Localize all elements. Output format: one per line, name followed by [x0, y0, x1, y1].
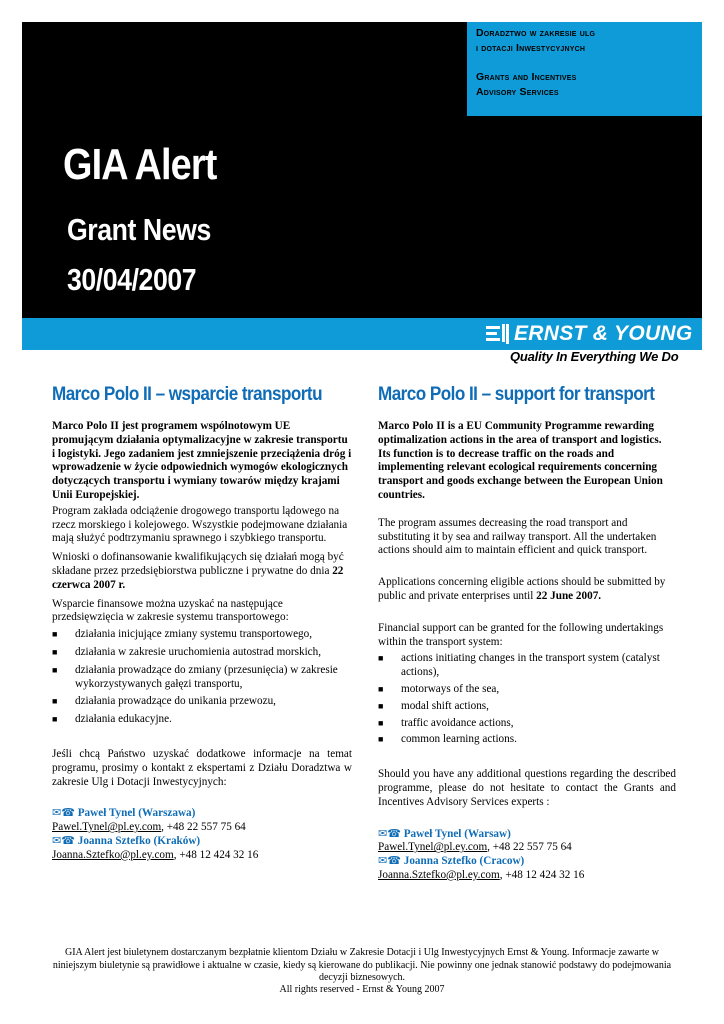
deadline-text: Applications concerning eligible actions should be submitted by public and private enterprises until — [378, 576, 666, 602]
bullet-icon: ■ — [52, 714, 58, 725]
tagline: Quality In Everything We Do — [510, 349, 679, 364]
mail-phone-icon: ✉☎ — [378, 827, 401, 840]
list-item: ■ motorways of the sea, — [378, 682, 500, 695]
issue-date: 30/04/2007 — [67, 262, 197, 297]
logo-text: ERNST & YOUNG — [514, 322, 693, 345]
mail-phone-icon: ✉☎ — [52, 807, 75, 820]
bullet-icon: ■ — [52, 664, 58, 675]
mail-phone-icon: ✉☎ — [52, 834, 75, 847]
list-item: ■ działania inicjujące zmiany systemu transportowego, — [52, 628, 313, 641]
phone-number: , +48 22 557 75 64 — [487, 841, 572, 854]
email-link[interactable]: Joanna.Sztefko@pl.ey.com — [52, 848, 174, 861]
services-line: Doradztwo w zakresie ulg — [476, 27, 596, 39]
contact-detail — [378, 869, 676, 883]
page-title: GIA Alert — [63, 140, 217, 189]
bullet-icon: ■ — [378, 683, 384, 694]
footer-rights: All rights reserved - Ernst & Young 2007 — [279, 984, 445, 995]
mail-phone-icon: ✉☎ — [378, 855, 401, 868]
deadline-paragraph — [378, 576, 676, 604]
ernst-young-logo — [486, 323, 693, 345]
paragraph: Program zakłada odciążenie drogowego transportu lądowego na rzecz morskiego i kolejowego. Wszystkie podejmowane działania mają służyć podtrzymaniu sprawnego i szybkiego transportu. — [52, 504, 348, 545]
contact-detail — [52, 821, 352, 835]
intro-paragraph: Marco Polo II is a EU Community Programme rewarding optimalization actions in the area of transport and logistics. Its function is to decrease traffic on the roads and implementing relevant ecological requirements concerning transport and goods exchange between the European Union countries. — [378, 420, 663, 501]
bullet-icon: ■ — [378, 700, 384, 711]
list-item: ■ traffic avoidance actions, — [378, 716, 514, 729]
contact-name-line — [378, 855, 676, 869]
bullet-list — [378, 652, 676, 747]
column-english — [378, 384, 676, 883]
list-item: ■ działania prowadzące do zmiany (przesunięcia) w zakresie wykorzystywanych gałęzi transportu, — [52, 663, 338, 690]
services-line: i dotacji Inwestycyjnych — [476, 42, 586, 54]
phone-number: , +48 22 557 75 64 — [161, 821, 246, 834]
paragraph: Financial support can be granted for the following undertakings within the transport system: — [378, 621, 664, 648]
intro-paragraph: Marco Polo II jest programem wspólnotowym UE promującym działania optymalizacyjne w zakresie transportu i logistyki. Jego zadaniem jest zmniejszenie przeciążenia dróg i wprowadzenie w życie odpowiednich wymogów ekologicznych dotyczących transportu i wymiany towarów między krajami Unii Europejskiej. — [52, 420, 352, 501]
paragraph: The program assumes decreasing the road transport and substituting it by sea and railway transport. All the undertaken actions should aim to maintain efficient and quick transport. — [378, 516, 657, 557]
list-item: ■ działania edukacyjne. — [52, 713, 172, 726]
contact-name-line — [52, 807, 352, 821]
paragraph: Wsparcie finansowe można uzyskać na następujące przedsięwzięcia w zakresie systemu transportowego: — [52, 597, 289, 624]
contact-name-line — [52, 835, 352, 849]
contact-intro: Should you have any additional questions regarding the described programme, please do not hesitate to contact the Grants and Incentives Advisory Services experts : — [378, 768, 676, 808]
bullet-list — [52, 628, 352, 727]
ey-logo-icon — [486, 324, 510, 344]
contact-name: Joanna Sztefko (Cracow) — [403, 855, 525, 868]
list-item: ■ common learning actions. — [378, 733, 517, 746]
contact-name-line — [378, 828, 676, 842]
phone-number: , +48 12 424 32 16 — [173, 848, 259, 861]
deadline-date: 22 June 2007. — [536, 589, 602, 602]
bullet-icon: ■ — [52, 646, 58, 657]
bullet-icon: ■ — [378, 734, 384, 745]
bullet-icon: ■ — [378, 653, 384, 664]
page-subtitle: Grant News — [67, 212, 211, 247]
contact-name: Paweł Tynel (Warszawa) — [77, 807, 196, 820]
email-link[interactable]: Pawel.Tynel@pl.ey.com — [378, 841, 488, 854]
section-heading: Marco Polo II – support for transport — [378, 384, 655, 405]
list-item: ■ modal shift actions, — [378, 699, 489, 712]
deadline-paragraph — [52, 551, 352, 592]
phone-number: , +48 12 424 32 16 — [499, 868, 585, 881]
email-link[interactable]: Pawel.Tynel@pl.ey.com — [52, 821, 162, 834]
services-polish — [476, 26, 595, 56]
services-line: Grants and Incentives — [476, 71, 577, 83]
list-item: ■ działania prowadzące do unikania przewozu, — [52, 695, 276, 708]
contact-detail — [52, 849, 352, 863]
footer-disclaimer: GIA Alert jest biuletynem dostarczanym bezpłatnie klientom Działu w Zakresie Dotacji i Ulg Inwestycyjnych Ernst & Young. Informacje zawarte w niniejszym biuletynie są prawidłowe i aktualne w czasie, kiedy są kierowane do publikacji. Nie powinny one jednak stanowić podstawy do podejmowania decyzji biznesowych. — [52, 947, 672, 983]
contact-detail — [378, 841, 676, 855]
contact-block — [378, 828, 676, 883]
bullet-icon: ■ — [378, 717, 384, 728]
bullet-icon: ■ — [52, 696, 58, 707]
contact-intro: Jeśli chcą Państwo uzyskać dodatkowe informacje na temat programu, prosimy o kontakt z ekspertami z Działu Doradztwa w zakresie Ulg i Dotacji Inwestycyjnych: — [52, 747, 352, 788]
column-polish — [52, 384, 352, 863]
bullet-icon: ■ — [52, 629, 58, 640]
list-item: ■ działania w zakresie uruchomienia autostrad morskich, — [52, 645, 322, 658]
contact-block — [52, 807, 352, 862]
contact-name: Joanna Sztefko (Kraków) — [77, 834, 201, 847]
contact-name: Paweł Tynel (Warsaw) — [403, 827, 511, 840]
deadline-text: Wnioski o dofinansowanie kwalifikujących się działań mogą być składane przez przedsiębiorstwa publiczne i prywatne do dnia — [52, 551, 344, 577]
services-line: Advisory Services — [476, 86, 559, 98]
list-item: ■ actions initiating changes in the transport system (catalyst actions), — [378, 652, 660, 679]
section-heading: Marco Polo II – wsparcie transportu — [52, 384, 322, 405]
email-link[interactable]: Joanna.Sztefko@pl.ey.com — [378, 868, 500, 881]
deadline-date: 22 czerwca 2007 r. — [52, 564, 344, 591]
services-english — [476, 70, 576, 100]
